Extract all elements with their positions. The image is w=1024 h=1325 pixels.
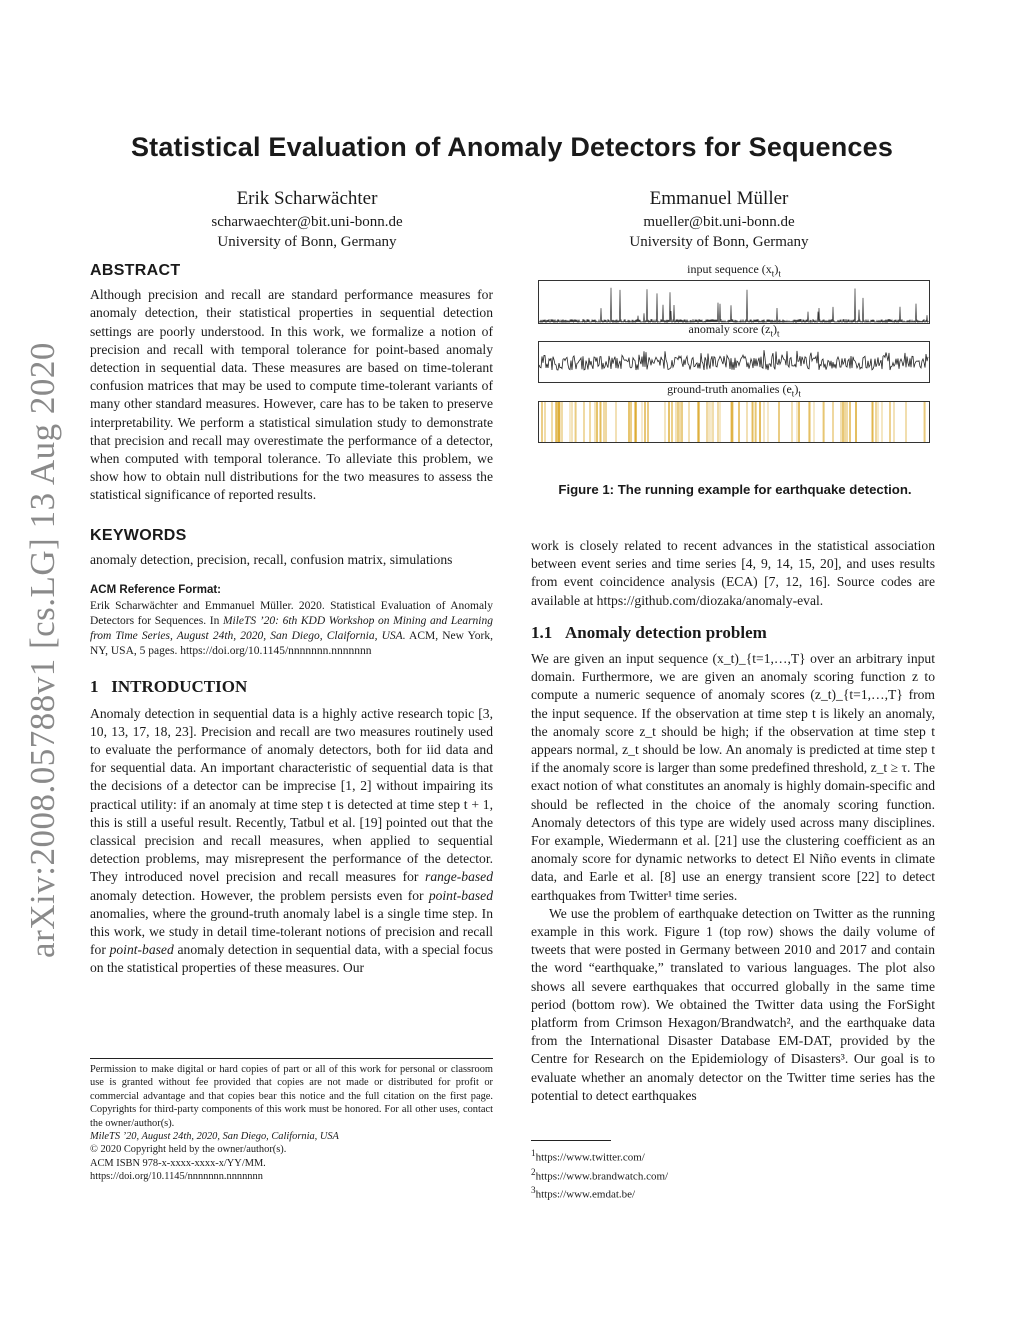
author-email: mueller@bit.uni-bonn.de — [643, 214, 795, 230]
anomaly-score-plot — [539, 342, 929, 382]
abstract-heading: ABSTRACT — [90, 262, 181, 279]
intro-heading: 1 INTRODUCTION — [90, 677, 248, 697]
keywords-text: anomaly detection, precision, recall, confusion matrix, simulations — [90, 551, 453, 567]
input-sequence-plot — [539, 281, 929, 323]
permission-isbn: ACM ISBN 978-x-xxxx-xxxx-x/YY/MM. — [90, 1157, 266, 1169]
footnote-rule — [531, 1140, 611, 1141]
permission-rule — [90, 1058, 493, 1059]
input-sequence-panel — [538, 280, 930, 324]
ground-truth-plot — [539, 402, 929, 442]
author-name: Erik Scharwächter — [236, 188, 378, 209]
right-column — [531, 537, 935, 1105]
section-1-1-paragraph-2: We use the problem of earthquake detection on Twitter as the running example in this work. Figure 1 (top row) shows the daily volume of tweets that were posted in Germany between 2010 and 2017 and contain the word “earthquake,” translated to various languages. The plot also shows all severe earthquakes that occurred globally in the same time period (bottom row). We obtained the Twitter data using the ForSight platform from Crimson Hexagon/Brandwatch², and the earthquake data from the International Disaster Database EM-DAT, provided by the Centre for Research on the Epidemiology of Disasters³. Our goal is to evaluate whether an anomaly detector on the Twitter time series has the potential to detect earthquakes — [531, 905, 935, 1103]
footnotes — [531, 1146, 831, 1202]
arxiv-identifier: arXiv:2008.05788v1 [cs.LG] 13 Aug 2020 — [23, 342, 62, 958]
author-block-2 — [559, 186, 879, 252]
arxiv-sidebar — [18, 340, 68, 960]
permission-block — [90, 1063, 493, 1184]
footnote-2: $^2$https://www.brandwatch.com/ — [531, 1166, 669, 1183]
author-email: scharwaechter@bit.uni-bonn.de — [211, 214, 403, 230]
input-sequence-line — [539, 288, 929, 322]
permission-text: Permission to make digital or hard copies of part or all of this work for personal or classroom use is granted without fee provided that copies are not made or distributed for profit or commercial advantage and that copies bear this notice and the full citation on the first page. Copyrights for third-party components of this work must be honored. For all other uses, contact the owner/author(s). — [90, 1064, 493, 1129]
permission-copyright: © 2020 Copyright held by the owner/author(s). — [90, 1144, 287, 1156]
section-1-1-paragraph-1: We are given an input sequence (x_t)_{t=1,…,T} over an arbitrary input domain. Furthermore, we are given an anomaly scoring function z to compute a numeric sequence of anomaly scores (z_t)_{t=1,…,T} from the input sequence. If the observation at time step t is likely an anomaly, the anomaly score z_t should be high; if the observation at time step t appears normal, z_t should be low. An anomaly is predicted at time step t if the anomaly score is larger than some predefined threshold, z_t ≥ τ. The exact notion of what constitutes an anomaly is highly domain-specific and should be reflected in the choice of the anomaly scoring function. Anomaly detectors of this type are widely used across many disciplines. For example, Wiedermann et al. [21] use the clustering coefficient as an anomaly score for dynamic networks to detect El Niño events in climate data, and Earle et al. [8] use an energy transient score [22] to detect earthquakes from Twitter¹ time series. — [531, 651, 935, 903]
anomaly-score-line — [539, 350, 928, 370]
figure-label-input: input sequence $(x_t)_t$ — [687, 262, 781, 279]
figure-label-score: anomaly score $(z_t)_t$ — [688, 322, 780, 339]
anomaly-score-panel — [538, 341, 930, 383]
figure-label-truth: ground-truth anomalies $(e_t)_t$ — [667, 382, 801, 399]
ground-truth-panel — [538, 401, 930, 443]
permission-doi: https://doi.org/10.1145/nnnnnnn.nnnnnnn — [90, 1171, 263, 1183]
acm-reference-text: Erik Scharwächter and Emmanuel Müller. 2020. Statistical Evaluation of Anomaly Detectors for Sequences. In MileTS ’20: 6th KDD Workshop on Mining and Learning from Time Series, August 24th, 2020, San Diego, Claifornia, USA. ACM, New York, NY, USA, 5 pages. https://doi.org/10.1145/nnnnnnn.nnnnnnn — [90, 600, 494, 657]
footnote-3: $^3$https://www.emdat.be/ — [531, 1185, 636, 1201]
figure-caption: Figure 1: The running example for earthquake detection. — [558, 482, 912, 497]
left-column — [90, 262, 493, 978]
figure-1 — [538, 260, 932, 506]
intro-paragraph-continued: work is closely related to recent advances in the statistical association between event series and time series [4, 9, 14, 15, 20], and uses results from event coincidence analysis (ECA) [7, 12, 16]. Source codes are available at https://github.com/diozaka/anomaly-eval. — [531, 538, 935, 608]
keywords-heading: KEYWORDS — [90, 526, 187, 544]
author-name: Emmanuel Müller — [649, 188, 789, 209]
author-affiliation: University of Bonn, Germany — [217, 234, 397, 250]
acm-reference-label: ACM Reference Format: — [90, 584, 221, 597]
paper-title: Statistical Evaluation of Anomaly Detectors for Sequences — [130, 132, 894, 162]
author-block-1 — [147, 186, 467, 252]
permission-venue: MileTS ’20, August 24th, 2020, San Diego, California, USA — [90, 1131, 339, 1143]
abstract-text: Although precision and recall are standard performance measures for anomaly detection, their statistical properties in sequential detection settings are poorly understood. In this work, we formalize a notion of precision and recall with temporal tolerance for point-based anomaly detection in sequential data. These measures are based on time-tolerant confusion matrices that may be used to compute time-tolerant variants of many other standard measures. However, care has to be taken to preserve interpretability. We perform a statistical simulation study to demonstrate that precision and recall may overestimate the performance of a detector, when computed with temporal tolerance. To alleviate this problem, we show how to obtain null distributions for the two measures to assess the statistical significance of reported results. — [90, 287, 493, 503]
intro-paragraph: Anomaly detection in sequential data is a highly active research topic [3, 10, 13, 17, 18, 23]. Precision and recall are two measures routinely used to evaluate the performance of anomaly detectors, both for iid data and for sequential data. An important characteristic of sequential data is that the decisions of a detector can be imprecise [1, 2] without impairing its practical utility: if an anomaly at time step t is detected at time step t + 1, this is still a useful result. Recently, Tatbul et al. [19] pointed out that the classical precision and recall measures, when applied to sequential detection problems, may misrepresent the performance of the detector. They introduced novel precision and recall measures for range-based anomaly detection. However, the problem persists even for point-based anomalies, where the ground-truth anomaly label is a single time step. In this work, we study in detail time-tolerant notions of precision and recall for point-based anomaly detection in sequential data, with a special focus on the statistical properties of these measures. Our — [90, 705, 494, 976]
section-1-1-heading: 1.1 Anomaly detection problem — [531, 622, 767, 642]
author-affiliation: University of Bonn, Germany — [629, 234, 809, 250]
footnote-1: $^1$https://www.twitter.com/ — [531, 1148, 645, 1164]
